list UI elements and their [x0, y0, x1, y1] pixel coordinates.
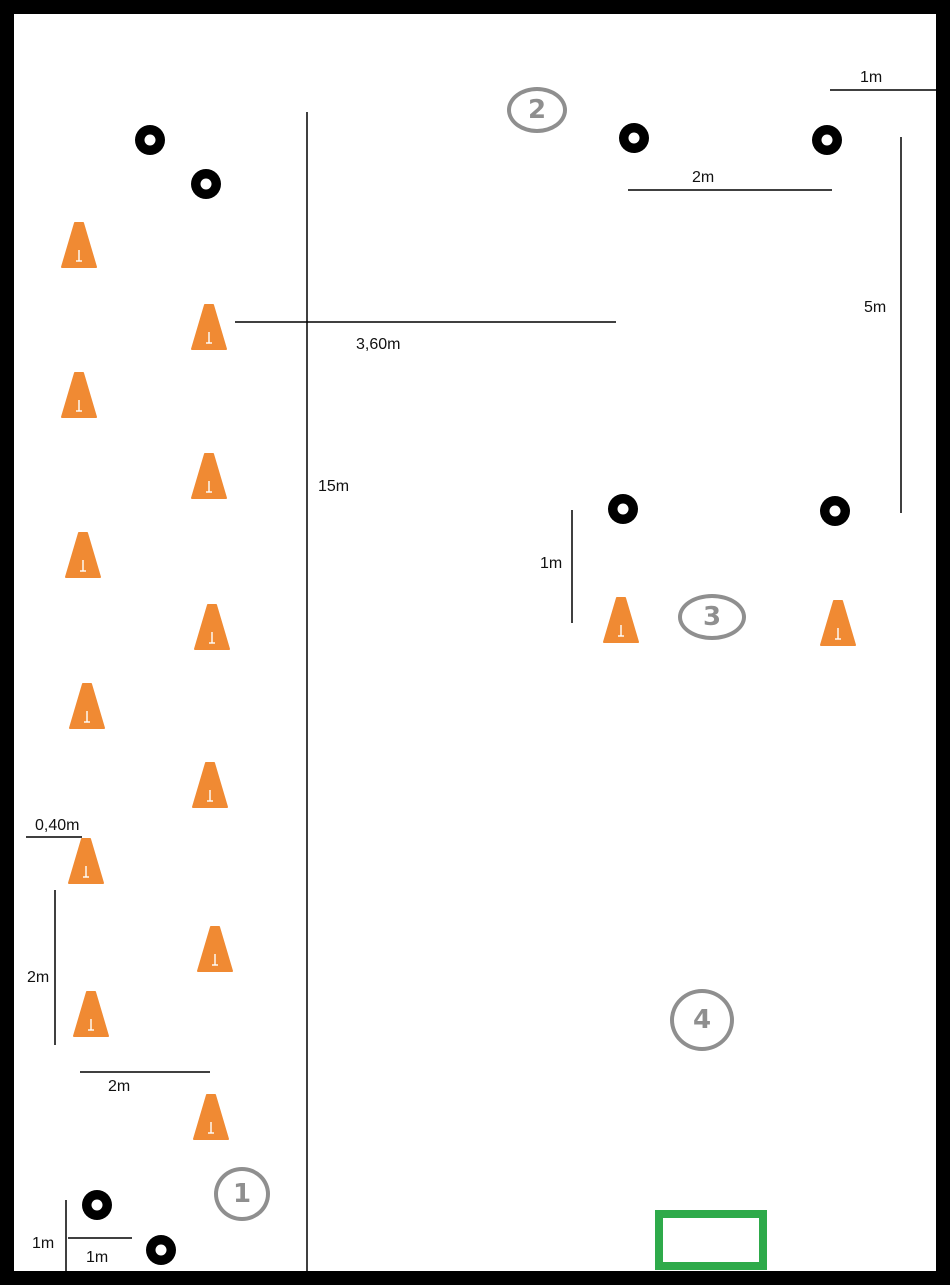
start-vertical-label: 1m — [32, 1235, 55, 1252]
traffic-cone-icon — [195, 605, 229, 649]
traffic-cone-icon — [62, 223, 96, 267]
ring-marker-icon — [812, 125, 842, 155]
cone-spacing-horizontal-label: 2m — [108, 1078, 131, 1095]
course-length-label: 15m — [318, 478, 350, 495]
traffic-cone-icon — [70, 684, 104, 728]
ring-marker-icon — [135, 125, 165, 155]
start-horizontal-label: 1m — [86, 1249, 109, 1266]
ring-marker-icon — [820, 496, 850, 526]
traffic-cone-icon — [74, 992, 108, 1036]
ring-marker-icon — [608, 494, 638, 524]
station-badge-3: 3 — [678, 594, 746, 640]
traffic-cone-icon — [821, 601, 855, 645]
station-badge-4: 4 — [670, 989, 734, 1051]
traffic-cone-icon — [194, 1095, 228, 1139]
cone-offset-label: 1m — [540, 555, 563, 572]
traffic-cone-icon — [66, 533, 100, 577]
cone-lateral-label: 0,40m — [35, 817, 80, 834]
ring-marker-icon — [619, 123, 649, 153]
traffic-cone-icon — [69, 839, 103, 883]
ring-marker-icon — [191, 169, 221, 199]
finish-box — [659, 1214, 763, 1266]
traffic-cone-icon — [192, 305, 226, 349]
traffic-cone-icon — [198, 927, 232, 971]
ring-marker-icon — [146, 1235, 176, 1265]
outer-frame — [7, 7, 943, 1278]
lane-distance-label: 3,60m — [356, 336, 401, 353]
top-right-gap-label: 1m — [860, 69, 883, 86]
station-badge-1: 1 — [214, 1167, 270, 1221]
traffic-cone-icon — [192, 454, 226, 498]
traffic-cone-icon — [62, 373, 96, 417]
traffic-cone-icon — [604, 598, 638, 642]
station-depth-label: 5m — [864, 299, 887, 316]
station-badge-2: 2 — [507, 87, 567, 133]
traffic-cone-icon — [193, 763, 227, 807]
marker-spacing-label: 2m — [692, 169, 715, 186]
cone-spacing-vertical-label: 2m — [27, 969, 50, 986]
ring-marker-icon — [82, 1190, 112, 1220]
